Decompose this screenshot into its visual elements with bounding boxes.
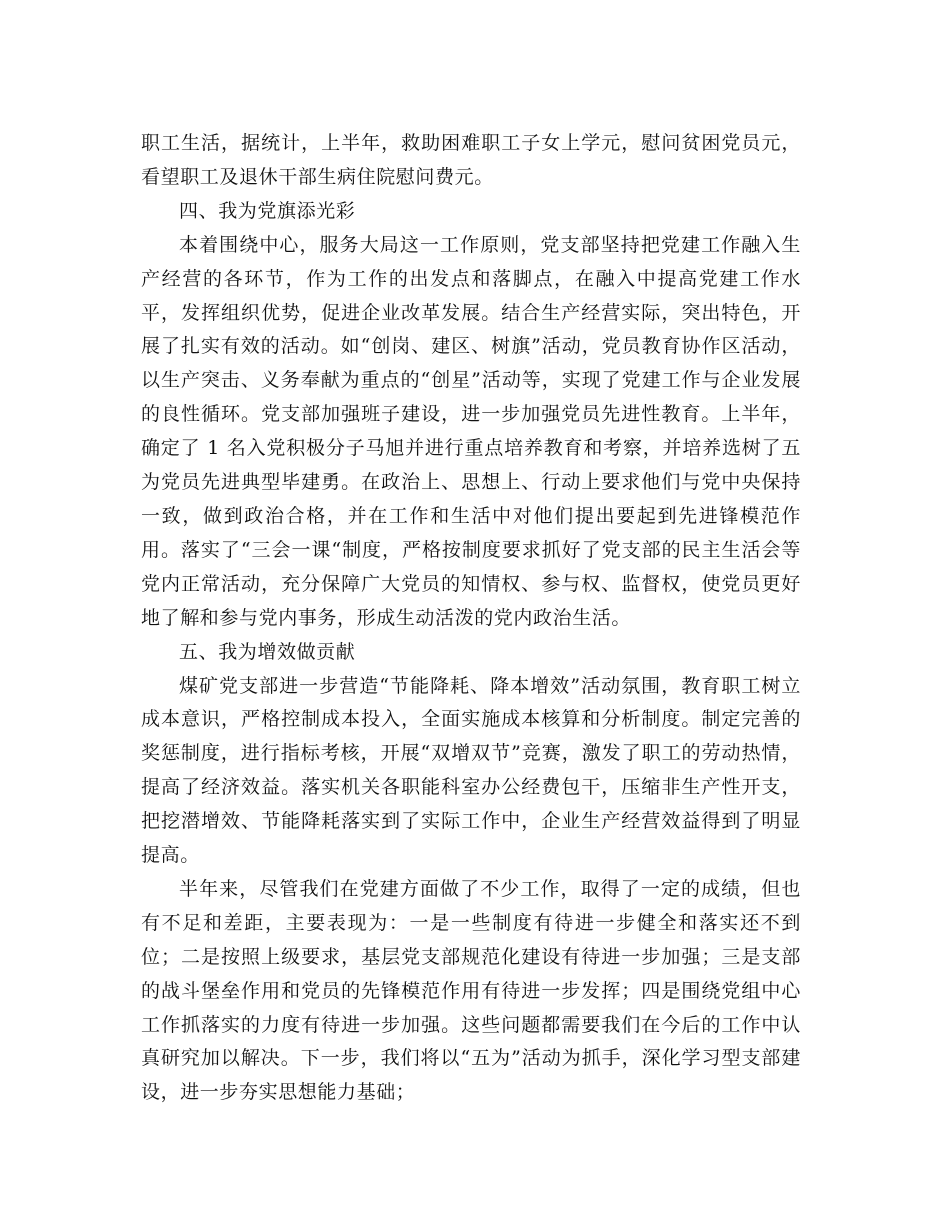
paragraph-continuation: 职工生活，据统计，上半年，救助困难职工子女上学元，慰问贫困党员元，看望职工及退休干部生病住院慰问费元。 <box>141 132 801 188</box>
section-heading-five: 五、我为增效做贡献 <box>179 640 356 663</box>
paragraph-summary: 半年来，尽管我们在党建方面做了不少工作，取得了一定的成绩，但也有不足和差距，主要表现为：一是一些制度有待进一步健全和落实还不到位；二是按照上级要求，基层党支部规范化建设有待进一步加强；三是支部的战斗堡垒作用和党员的先锋模范作用有待进一步发挥；四是围绕党组中心工作抓落实的力度有待进一步加强。这些问题都需要我们在今后的工作中认真研究加以解决。下一步，我们将以“五为”活动为抓手，深化学习型支部建设，进一步夯实思想能力基础； <box>141 877 801 1104</box>
paragraph-party-flag: 本着围绕中心，服务大局这一工作原则，党支部坚持把党建工作融入生产经营的各环节，作为工作的出发点和落脚点，在融入中提高党建工作水平，发挥组织优势，促进企业改革发展。结合生产经营实际，突出特色，开展了扎实有效的活动。如“创岗、建区、树旗”活动，党员教育协作区活动，以生产突击、义务奉献为重点的“创星”活动等，实现了党建工作与企业发展的良性循环。党支部加强班子建设，进一步加强党员先进性教育。上半年，确定了 1 名入党积极分子马旭并进行重点培养教育和考察，并培养选树了五为党员先进典型毕建勇。在政治上、思想上、行动上要求他们与党中央保持一致，做到政治合格，并在工作和生活中对他们提出要起到先进锋模范作用。落实了“三会一课“制度，严格按制度要求抓好了党支部的民主生活会等党内正常活动，充分保障广大党员的知情权、参与权、监督权，使党员更好地了解和参与党内事务，形成生动活泼的党内政治生活。 <box>141 233 801 629</box>
document-body <box>141 127 801 1110</box>
paragraph-efficiency: 煤矿党支部进一步营造“节能降耗、降本增效”活动氛围，教育职工树立成本意识，严格控制成本投入，全面实施成本核算和分析制度。制定完善的奖惩制度，进行指标考核，开展“双增双节”竞赛，激发了职工的劳动热情，提高了经济效益。落实机关各职能科室办公经费包干，压缩非生产性开支，把挖潜增效、节能降耗落实到了实际工作中，企业生产经营效益得到了明显提高。 <box>141 674 801 867</box>
section-heading-four: 四、我为党旗添光彩 <box>179 199 356 222</box>
